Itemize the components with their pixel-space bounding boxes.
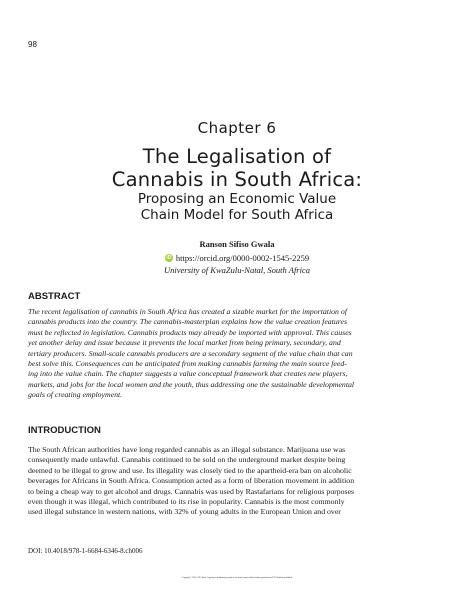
abstract-line: The recent legalisation of cannabis in South Africa has created a sizable market for the importation of	[28, 307, 347, 316]
abstract-line: markets, and jobs for the local women and the youth, thus addressing one the sustainable developmental	[28, 379, 355, 389]
orcid-icon: iD	[166, 255, 172, 261]
orcid-url: https://orcid.org/0000-0002-1545-2259	[175, 253, 310, 263]
subtitle-line: Proposing an Economic Value	[137, 191, 337, 207]
abstract-line: yet another delay and issue because it prevents the local market from being primary, secondary, and	[28, 338, 341, 348]
body-line: deemed to be illegal to grow and use. Its illegality was closely tied to the apartheid-era ban on alcoholic	[28, 465, 352, 475]
chapter-label: Chapter 6	[197, 119, 277, 137]
introduction-heading: INTRODUCTION	[28, 425, 101, 436]
title-line: Cannabis in South Africa:	[111, 168, 363, 191]
subtitle-line: Chain Model for South Africa	[140, 207, 334, 223]
doi: DOI: 10.4018/978-1-6684-6346-8.ch006	[28, 547, 143, 555]
chapter-title	[0, 145, 474, 223]
author-block	[0, 238, 474, 276]
body-line: even though it was illegal, which contributed to its rise in popularity. Cannabis is the most commonly	[28, 497, 345, 507]
body-line: to being a cheap way to get alcohol and drugs. Cannabis was used by Rastafarians for religious purposes	[28, 486, 355, 496]
orcid-link[interactable]	[165, 252, 309, 264]
copyright-notice: Copyright © 2023, IGI Global. Copying or distributing in print or electronic forms without written permission of IGI Global is prohibited.	[181, 577, 293, 579]
body-line: The South African authorities have long regarded cannabis as an illegal substance. Marijuana use was	[28, 445, 346, 454]
abstract-line: goals of creating employment.	[28, 390, 123, 400]
author-name: Ranson Sifiso Gwala	[199, 239, 275, 249]
page-number: 98	[28, 40, 37, 49]
introduction-text	[28, 445, 446, 518]
abstract-line: tertiary producers. Small-scale cannabis producers are a secondary segment of the value chain that can	[28, 348, 353, 358]
abstract-line: cannabis products into the country. The cannabis-masterplan explains how the value creation features	[28, 317, 347, 327]
abstract-heading: ABSTRACT	[28, 291, 81, 302]
abstract-line: ing into the value chain. The chapter suggests a value conceptual framework that creates new players,	[28, 369, 348, 379]
title-line: The Legalisation of	[142, 145, 332, 168]
body-line: beverages for Africans in South Africa. Consumption acted as a form of liberation movement in addition	[28, 476, 355, 486]
affiliation: University of KwaZulu-Natal, South Africa	[164, 265, 310, 275]
body-line: used illegal substance in western nations, with 32% of young adults in the European Union and over	[28, 507, 341, 517]
abstract-text	[28, 307, 446, 401]
body-line: consequently made unlawful. Cannabis continued to be sold on the underground market despite being	[28, 455, 346, 465]
abstract-line: best solve this. Consequences can be anticipated from making cannabis farming the main source feed-	[28, 359, 347, 369]
abstract-line: must be reflected in legislation. Cannabis products may already be imported with approval. This causes	[28, 327, 352, 337]
